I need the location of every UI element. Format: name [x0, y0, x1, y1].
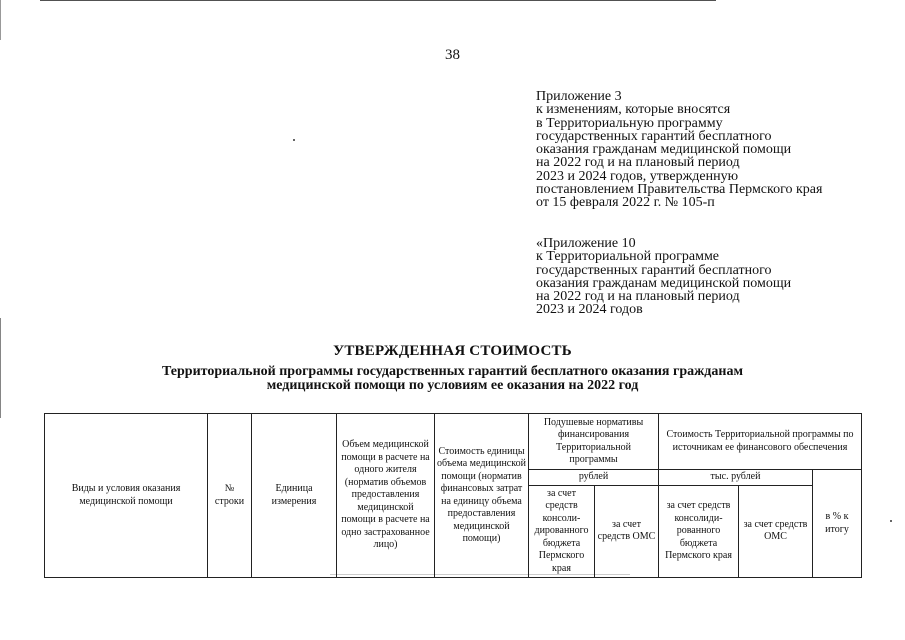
appendix-10-line: «Приложение 10 — [536, 236, 636, 251]
header-percent-of-total: в % к итогу — [813, 470, 862, 578]
header-total-cost-group: Стоимость Территориальной программы по источникам ее финансового обеспечения — [659, 414, 862, 470]
scan-edge-left — [0, 318, 1, 418]
header-row-number: № строки — [208, 414, 252, 578]
appendix-3-line: к изменениям, которые вносятся — [536, 102, 731, 118]
header-unit-cost: Стоимость единицы объема медицинской помощи (норматив финансовых затрат на единицу объема предоставления медицинской помощи) — [435, 414, 529, 578]
scan-speck — [293, 139, 295, 141]
scan-speck — [890, 520, 892, 522]
appendix-3-line: 2023 и 2024 годов, утвержденную — [536, 168, 739, 184]
appendix-10-line: оказания гражданам медицинской помощи — [536, 275, 792, 291]
header-total-oms: за счет средств ОМС — [739, 485, 813, 577]
page-number: 38 — [445, 47, 460, 63]
header-per-capita-budget: за счет средств консоли-дированного бюджета Пермского края — [529, 485, 595, 577]
appendix-3-line: государственных гарантий бесплатного — [536, 128, 772, 144]
header-per-capita-oms: за счет средств ОМС — [595, 485, 659, 577]
header-unit-thousand-rubles: тыс. рублей — [659, 470, 813, 486]
appendix-10-line: государственных гарантий бесплатного — [536, 262, 772, 278]
cost-table — [44, 413, 862, 578]
header-per-capita-group: Подушевые нормативы финансирования Территориальной программы — [529, 414, 659, 470]
appendix-3-line: Приложение 3 — [536, 89, 622, 104]
header-total-budget: за счет средств консолиди-рованного бюджета Пермского края — [659, 485, 739, 577]
appendix-10-line: на 2022 год и на плановый период — [536, 289, 740, 305]
header-unit: Единица измерения — [252, 414, 337, 578]
document-subtitle — [100, 365, 805, 393]
appendix-10-block — [536, 237, 876, 317]
scan-edge-left-upper — [0, 0, 1, 40]
subtitle-line: медицинской помощи по условиям ее оказания на 2022 год — [266, 378, 639, 393]
appendix-3-line: на 2022 год и на плановый период — [536, 155, 740, 171]
document-title: УТВЕРЖДЕННАЯ СТОИМОСТЬ — [333, 343, 572, 359]
scan-edge-top — [40, 0, 716, 1]
appendix-3-line: оказания гражданам медицинской помощи — [536, 142, 792, 158]
header-unit-rubles: рублей — [529, 470, 659, 486]
appendix-10-line: к Территориальной программе — [536, 249, 720, 265]
appendix-3-line: в Территориальную программу — [536, 115, 723, 131]
appendix-3-block — [536, 90, 876, 210]
appendix-3-line: постановлением Правительства Пермского края — [536, 182, 823, 198]
subtitle-line: Территориальной программы государственных гарантий бесплатного оказания гражданам — [162, 364, 743, 379]
appendix-3-line: от 15 февраля 2022 г. № 105-п — [536, 195, 715, 211]
header-types-conditions: Виды и условия оказания медицинской помощи — [45, 414, 208, 578]
appendix-10-line: 2023 и 2024 годов — [536, 302, 643, 318]
header-volume-norm: Объем медицинской помощи в расчете на одного жителя (норматив объемов предоставления медицинской помощи в расчете на одно застрахованное лицо) — [337, 414, 435, 578]
